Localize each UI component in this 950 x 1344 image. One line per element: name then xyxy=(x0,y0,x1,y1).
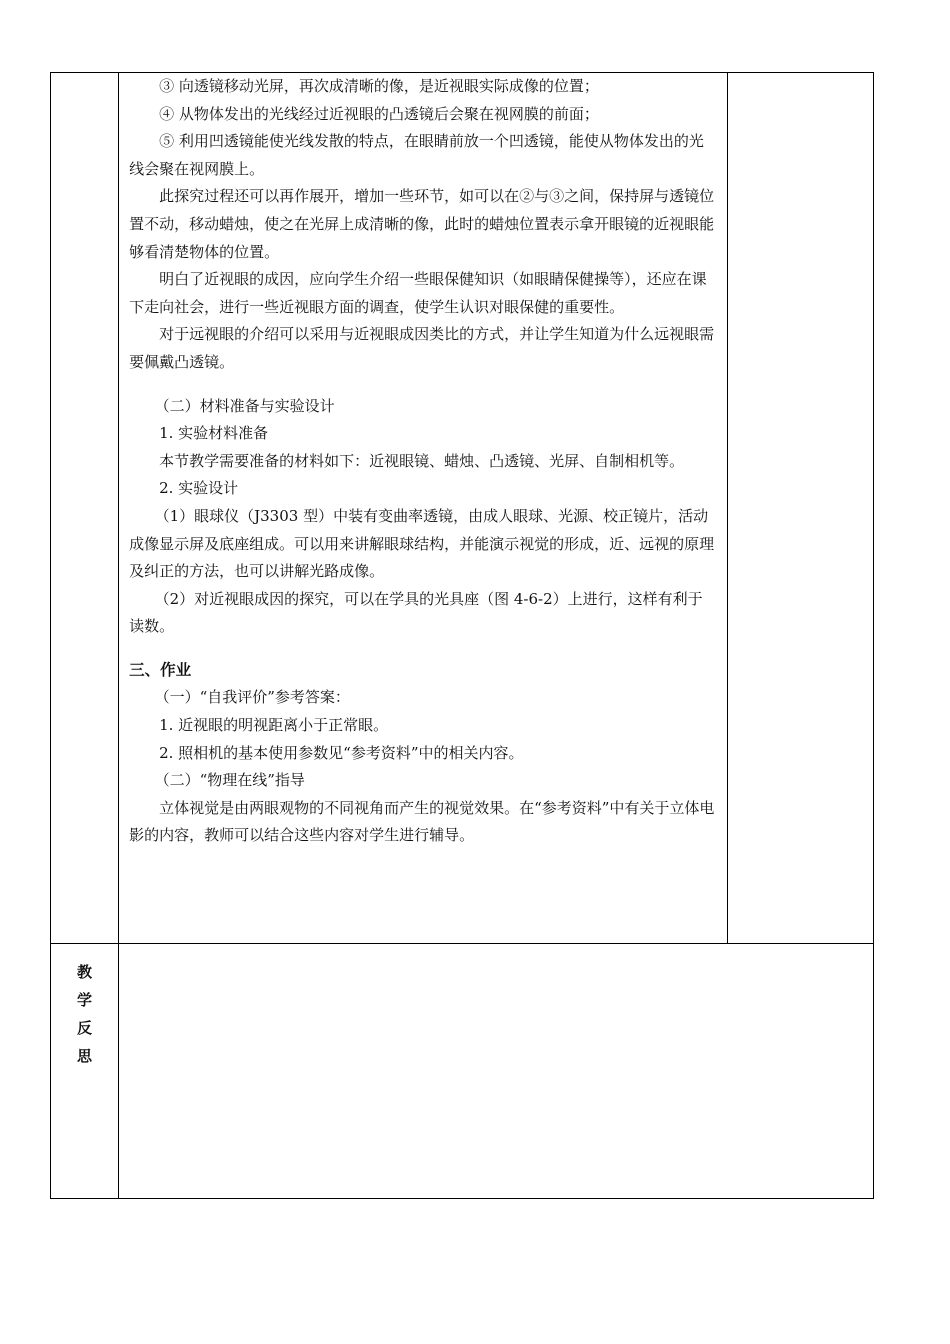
step-3: ③ 向透镜移动光屏，再次成清晰的像，是近视眼实际成像的位置； xyxy=(159,77,599,95)
reflection-content-cell[interactable] xyxy=(119,944,874,1199)
design-item-1: （1）眼球仪（J3303 型）中装有变曲率透镜，由成人眼球、光源、校正镜片，活动成像显示屏及底座组成。可以用来讲解眼球结构，并能演示视觉的形成，近、远视的原理及纠正的方法，也可以讲解光路成像。 xyxy=(129,506,715,581)
lesson-content-row xyxy=(51,73,874,944)
homework-heading: 三、作业 xyxy=(129,660,192,679)
lesson-content xyxy=(119,73,727,850)
subsection-materials: 1. 实验材料准备 xyxy=(159,424,269,443)
step-5: ⑤ 利用凹透镜能使光线发散的特点，在眼睛前放一个凹透镜，能使从物体发出的光线会聚在视网膜上。 xyxy=(129,132,704,178)
design-item-2: （2）对近视眼成因的探究，可以在学具的光具座（图 4-6-2）上进行，这样有利于读数。 xyxy=(129,589,703,636)
paragraph-far-sight: 对于远视眼的介绍可以采用与近视眼成因类比的方式，并让学生知道为什么远视眼需要佩戴凸透镜。 xyxy=(129,325,715,371)
subsection-design: 2. 实验设计 xyxy=(159,479,239,498)
paragraph-expand: 此探究过程还可以再作展开，增加一些环节，如可以在②与③之间，保持屏与透镜位置不动，移动蜡烛，使之在光屏上成清晰的像，此时的蜡烛位置表示拿开眼镜的近视眼能够看清楚物体的位置。 xyxy=(129,187,715,261)
homework-online-heading: （二）“物理在线”指导 xyxy=(154,771,305,790)
reflection-char: 反 xyxy=(77,1019,93,1037)
homework-answer-1: 1. 近视眼的明视距离小于正常眼。 xyxy=(159,716,389,735)
reflection-char: 教 xyxy=(77,963,93,981)
spacer xyxy=(129,641,717,657)
homework-answer-2: 2. 照相机的基本使用参数见“参考资料”中的相关内容。 xyxy=(159,743,524,762)
reflection-char: 学 xyxy=(77,991,93,1009)
notes-cell xyxy=(727,73,873,944)
homework-online-text: 立体视觉是由两眼观物的不同视角而产生的视觉效果。在“参考资料”中有关于立体电影的内容，教师可以结合这些内容对学生进行辅导。 xyxy=(129,798,715,845)
homework-self-eval: （一）“自我评价”参考答案： xyxy=(154,688,350,707)
lesson-plan-table xyxy=(50,72,874,1199)
reflection-row xyxy=(51,944,874,1199)
step-4: ④ 从物体发出的光线经过近视眼的凸透镜后会聚在视网膜的前面； xyxy=(159,104,599,123)
paragraph-eye-health: 明白了近视眼的成因，应向学生介绍一些眼保健知识（如眼睛保健操等），还应在课下走向社会，进行一些近视眼方面的调查，使学生认识对眼保健的重要性。 xyxy=(129,270,707,316)
left-label-cell xyxy=(51,73,119,944)
lesson-content-cell xyxy=(119,73,728,944)
spacer xyxy=(129,377,717,393)
reflection-label-cell xyxy=(51,944,119,1199)
section-materials-heading: （二）材料准备与实验设计 xyxy=(154,396,335,415)
reflection-label xyxy=(51,944,118,1070)
materials-text: 本节教学需要准备的材料如下：近视眼镜、蜡烛、凸透镜、光屏、自制相机等。 xyxy=(159,451,685,470)
reflection-char: 思 xyxy=(77,1047,93,1065)
